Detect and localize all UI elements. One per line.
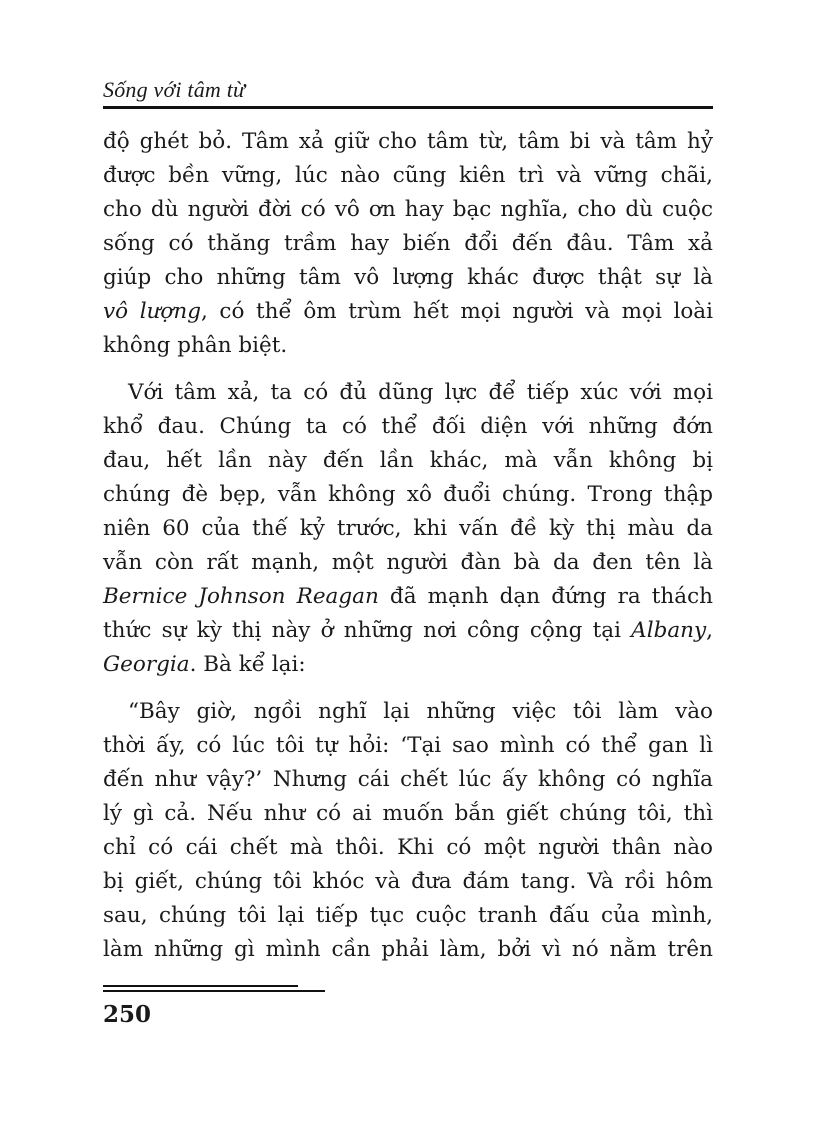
text-line: thức sự kỳ thị này ở những nơi công cộng tại Albany, bbox=[103, 618, 713, 643]
text-line: độ ghét bỏ. Tâm xả giữ cho tâm từ, tâm bi và tâm hỷ bbox=[103, 129, 713, 154]
footer-rule bbox=[103, 985, 298, 987]
text-line: chỉ có cái chết mà thôi. Khi có một người thân nào bbox=[103, 835, 713, 860]
text-line: không phân biệt. bbox=[103, 333, 288, 358]
footer-rule bbox=[103, 990, 325, 992]
running-header-title: Sống với tâm từ bbox=[103, 77, 246, 102]
text-line: vẫn còn rất mạnh, một người đàn bà da đen tên là bbox=[103, 550, 713, 575]
italic-place: Albany bbox=[631, 618, 707, 643]
text-line: “Bây giờ, ngồi nghĩ lại những việc tôi làm vào bbox=[128, 699, 713, 724]
text-line: sau, chúng tôi lại tiếp tục cuộc tranh đấu của mình, bbox=[103, 903, 713, 928]
text-line: Với tâm xả, ta có đủ dũng lực để tiếp xúc với mọi bbox=[128, 380, 713, 405]
italic-place: Georgia bbox=[103, 652, 190, 677]
text-line: làm những gì mình cần phải làm, bởi vì nó nằm trên bbox=[103, 937, 713, 962]
text-line: thời ấy, có lúc tôi tự hỏi: ‘Tại sao mình có thể gan lì bbox=[103, 733, 713, 758]
text-line: vô lượng, có thể ôm trùm hết mọi người và mọi loài bbox=[103, 299, 713, 324]
text-line: khổ đau. Chúng ta có thể đối diện với những đớn bbox=[103, 414, 713, 439]
italic-name: Bernice Johnson Reagan bbox=[103, 584, 379, 609]
page-number: 250 bbox=[103, 1001, 152, 1028]
text-line: được bền vững, lúc nào cũng kiên trì và vững chãi, bbox=[103, 163, 713, 188]
text-line: đến như vậy?’ Nhưng cái chết lúc ấy không có nghĩa bbox=[103, 767, 713, 792]
text-line: sống có thăng trầm hay biến đổi đến đâu. Tâm xả bbox=[103, 231, 713, 256]
text-line: giúp cho những tâm vô lượng khác được thật sự là bbox=[103, 265, 713, 290]
text-line: đau, hết lần này đến lần khác, mà vẫn không bị bbox=[103, 448, 713, 473]
text-line: cho dù người đời có vô ơn hay bạc nghĩa, cho dù cuộc bbox=[103, 197, 713, 222]
header-rule bbox=[103, 106, 713, 109]
text-line: Bernice Johnson Reagan đã mạnh dạn đứng ra thách bbox=[103, 584, 713, 609]
text-line: Georgia. Bà kể lại: bbox=[103, 652, 306, 677]
text-line: bị giết, chúng tôi khóc và đưa đám tang. Và rồi hôm bbox=[103, 869, 713, 894]
italic-term: vô lượng bbox=[103, 299, 201, 324]
text-line: chúng đè bẹp, vẫn không xô đuổi chúng. Trong thập bbox=[103, 482, 713, 507]
text-line: niên 60 của thế kỷ trước, khi vấn đề kỳ thị màu da bbox=[103, 516, 713, 541]
text-line: lý gì cả. Nếu như có ai muốn bắn giết chúng tôi, thì bbox=[103, 801, 713, 826]
